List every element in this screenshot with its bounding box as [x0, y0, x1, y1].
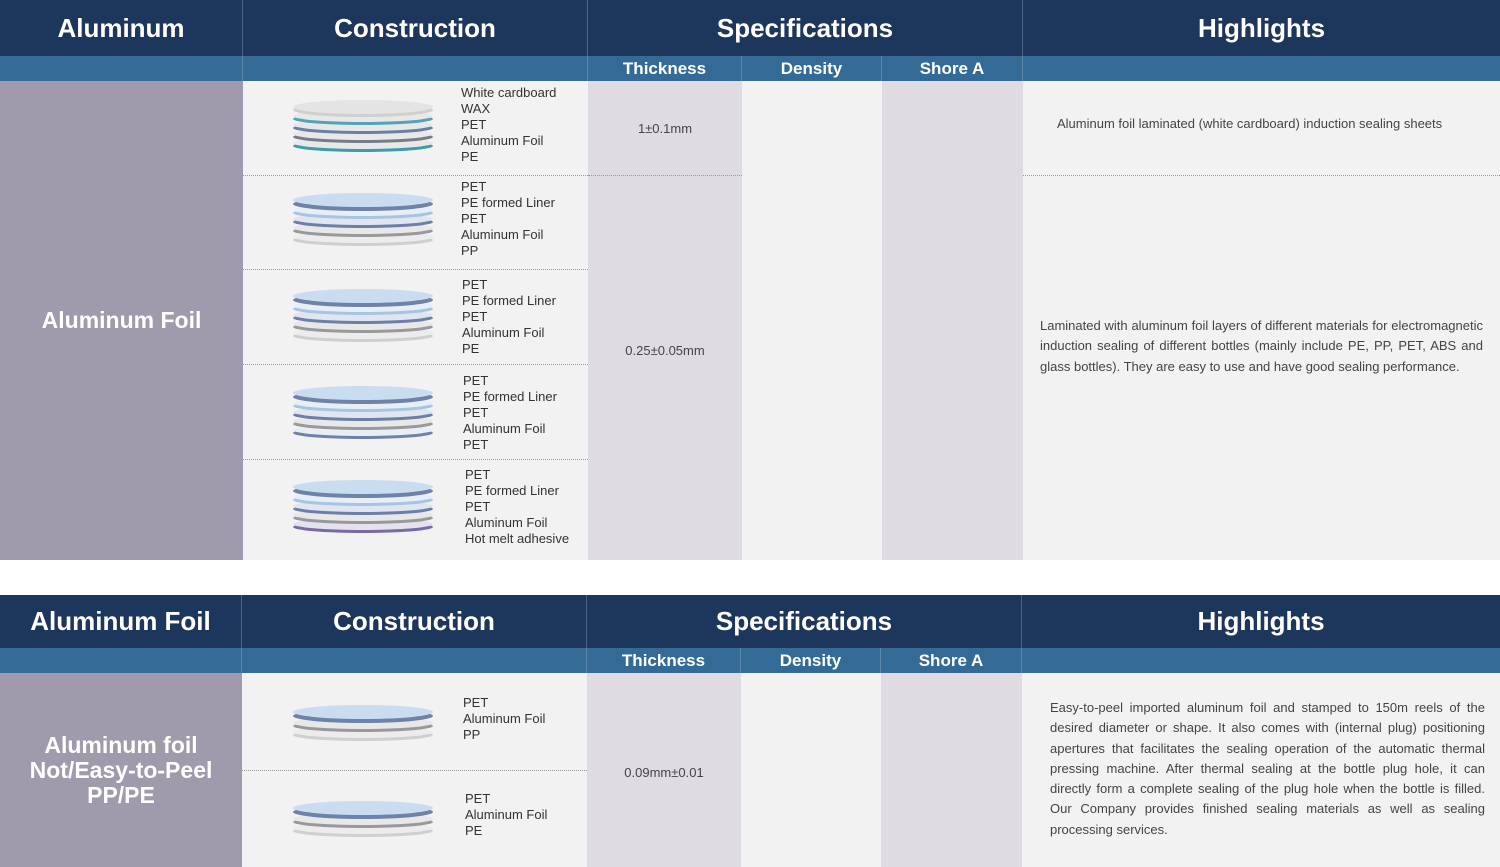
layered-disc-icon [290, 477, 436, 537]
layer-label: PET [463, 373, 489, 388]
layer-label: PE formed Liner [461, 195, 555, 210]
layer-label: Aluminum Foil [465, 807, 548, 822]
category-line: Aluminum foil [44, 731, 198, 758]
subheader-shore-a: Shore A [882, 56, 1023, 81]
highlight-text: Easy-to-peel imported aluminum foil and stamped to 150m reels of the desired diameter or shape. It also comes with (internal plug) positioning apertures that facilitates the sealing operation of the automatic thermal pressing machine. After thermal sealing at the bottle plug hole, it can directly form a complete sealing of the plug hole when the bottle is filled. Our Company provides finished sealing materials as well as sealing processing services. [1050, 700, 1485, 837]
header-specifications: Specifications [587, 595, 1022, 648]
highlight-text: Laminated with aluminum foil layers of different materials for electromagnetic induction sealing of different bottles (mainly include PE, PP, PET, ABS and glass bottles). They are easy to use and have good sealing performance. [1040, 318, 1483, 374]
subheader-blank [243, 56, 588, 81]
row-divider [588, 175, 742, 176]
shore-column [882, 81, 1023, 560]
layered-disc-icon [290, 383, 436, 443]
layered-disc-icon [290, 795, 436, 841]
layer-label: PET [463, 437, 489, 452]
layer-label: PP [461, 243, 479, 258]
subheader-thickness: Thickness [587, 648, 741, 673]
header-construction: Construction [242, 595, 587, 648]
row-divider [243, 364, 588, 365]
layer-label: PET [465, 467, 491, 482]
layer-label: Aluminum Foil [461, 133, 544, 148]
layer-list [462, 277, 556, 357]
layer-label: PE [462, 341, 480, 356]
layer-label: PE formed Liner [463, 389, 557, 404]
layer-label: PE [465, 823, 483, 838]
layer-label: PET [461, 179, 487, 194]
row-divider [243, 269, 588, 270]
layer-label: PET [462, 309, 488, 324]
layer-list [465, 791, 547, 839]
thickness-value: 0.25±0.05mm [625, 343, 705, 358]
layer-list [465, 467, 569, 547]
layer-list [461, 179, 555, 259]
header-highlights: Highlights [1023, 0, 1500, 56]
header-highlights: Highlights [1022, 595, 1500, 648]
category-line: PP/PE [87, 781, 155, 808]
layer-label: Aluminum Foil [463, 711, 546, 726]
subheader-blank [242, 648, 587, 673]
subheader-blank [1023, 56, 1500, 81]
subheader-thickness: Thickness [588, 56, 742, 81]
layered-disc-icon [290, 699, 436, 745]
layer-label: Aluminum Foil [461, 227, 544, 242]
thickness-value: 1±0.1mm [637, 121, 693, 136]
thickness-value: 0.09mm±0.01 [624, 765, 704, 780]
table-aluminum-foil [0, 595, 1500, 867]
layer-label: PET [465, 499, 491, 514]
layered-disc-icon [290, 286, 436, 346]
density-column [742, 81, 882, 560]
category-cell: Aluminum Foil [0, 81, 243, 560]
subheader-shore-a: Shore A [881, 648, 1022, 673]
subheader-density: Density [742, 56, 882, 81]
subheader-blank [0, 56, 243, 81]
layer-label: PET [461, 117, 487, 132]
layer-label: Aluminum Foil [462, 325, 545, 340]
shore-column [881, 673, 1022, 867]
layered-disc-icon [290, 190, 436, 250]
subheader-blank [1022, 648, 1500, 673]
row-divider [243, 459, 588, 460]
layer-label: PE formed Liner [462, 293, 556, 308]
highlight-text: Aluminum foil laminated (white cardboard) induction sealing sheets [1057, 116, 1443, 131]
density-column [741, 673, 881, 867]
layer-label: PET [462, 277, 488, 292]
layer-label: Aluminum Foil [465, 515, 548, 530]
layer-label: WAX [461, 101, 491, 116]
row-divider [1023, 175, 1500, 176]
layer-label: PE formed Liner [465, 483, 559, 498]
category-line: Not/Easy-to-Peel [29, 756, 213, 783]
layer-label: Hot melt adhesive [465, 531, 570, 546]
category-cell [0, 673, 242, 867]
layer-label: PET [461, 211, 487, 226]
thickness-column [588, 81, 742, 560]
subheader-density: Density [741, 648, 881, 673]
subheader-blank [0, 648, 242, 673]
layer-label: PET [463, 405, 489, 420]
header-category: Aluminum Foil [0, 595, 242, 648]
header-construction: Construction [243, 0, 588, 56]
header-specifications: Specifications [588, 0, 1023, 56]
layer-label: PP [463, 727, 481, 742]
row-divider [243, 175, 588, 176]
layer-list [463, 373, 557, 453]
layer-list [463, 695, 545, 743]
layer-label: PET [463, 695, 489, 710]
layer-label: PET [465, 791, 491, 806]
layer-label: White cardboard [461, 85, 557, 100]
row-divider [242, 770, 587, 771]
header-category: Aluminum [0, 0, 243, 56]
layered-disc-icon [290, 96, 436, 156]
layer-list [461, 85, 556, 165]
layer-label: PE [461, 149, 479, 164]
layer-label: Aluminum Foil [463, 421, 546, 436]
